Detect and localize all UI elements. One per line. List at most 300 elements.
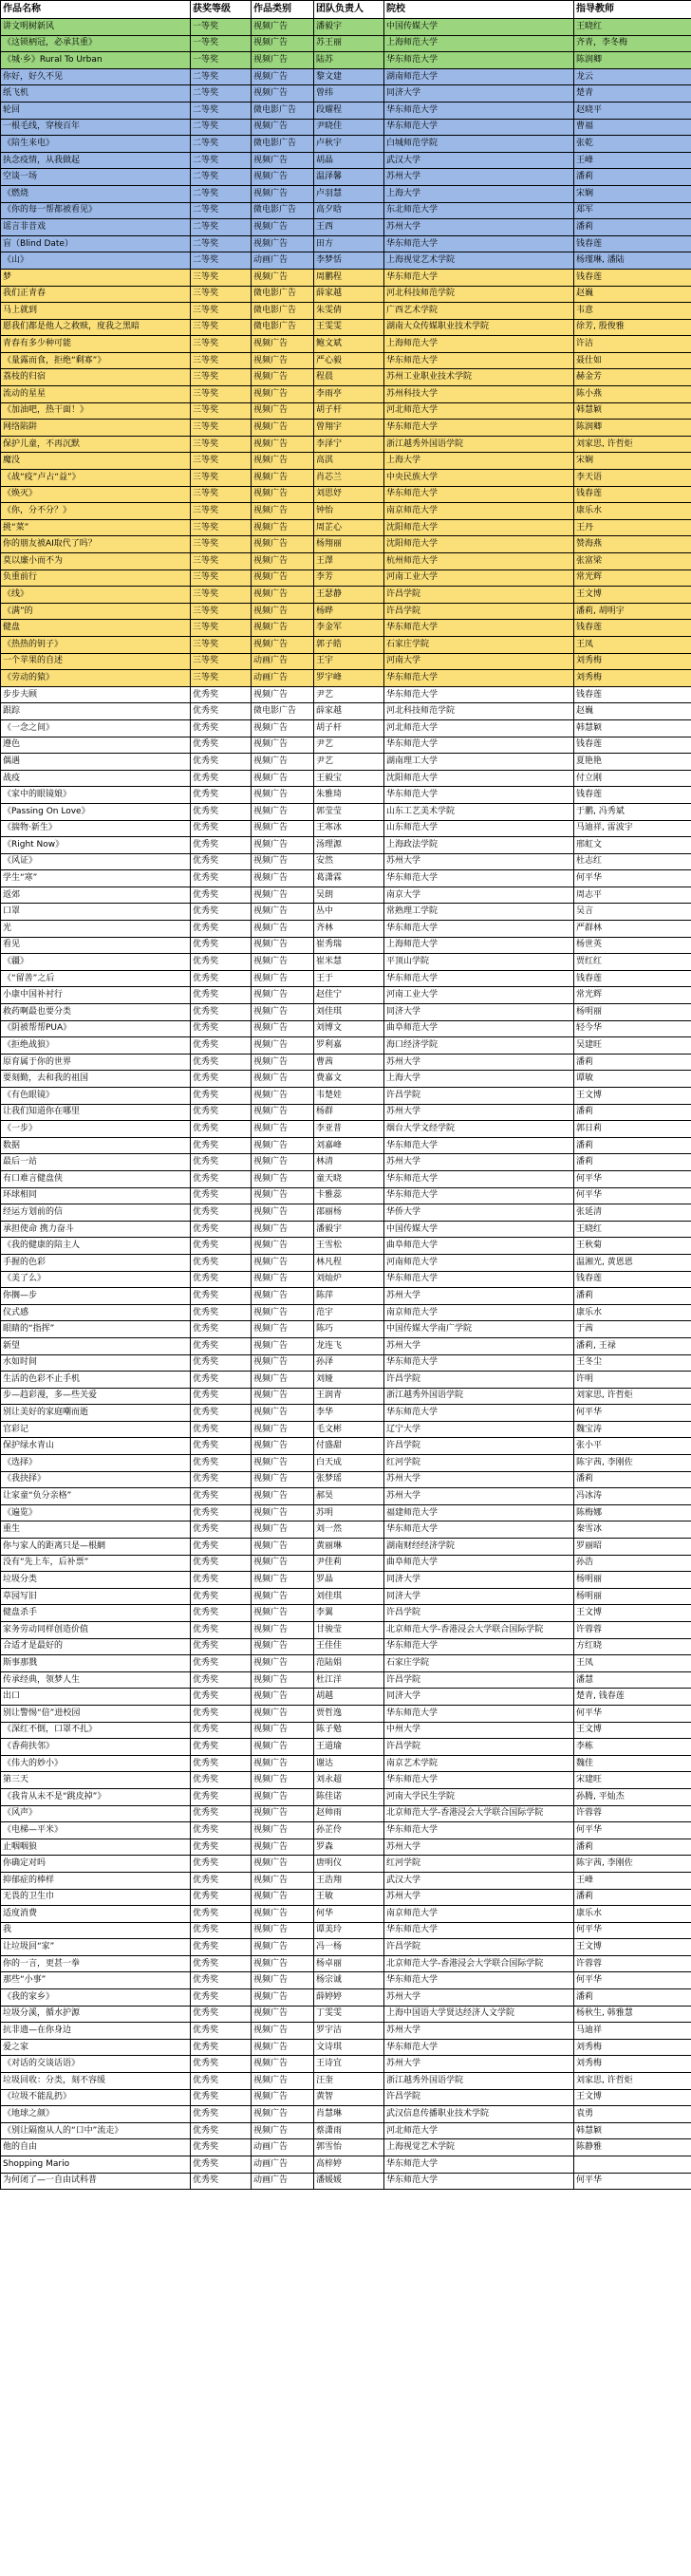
cell-work-name: 第三天 [1,1772,191,1789]
cell-school: 华东师范大学 [384,1822,574,1839]
cell-advisor: 王文博 [574,587,691,604]
cell-school: 苏州大学 [384,853,574,870]
cell-advisor: 王丹 [574,519,691,536]
cell-category: 动画广告 [252,653,314,670]
cell-advisor: 陈梅娜 [574,1504,691,1521]
cell-team-lead: 白天成 [314,1455,384,1472]
cell-advisor: 王凤 [574,636,691,653]
cell-team-lead: 李华 [314,1405,384,1422]
table-row [1,887,691,904]
cell-school: 许昌学院 [384,603,574,620]
cell-school: 浙江越秀外国语学院 [384,2073,574,2090]
cell-school: 华东师范大学 [384,486,574,503]
cell-category: 视频广告 [252,503,314,520]
cell-school: 上海师范大学 [384,937,574,954]
cell-award-level: 优秀奖 [191,1739,252,1756]
cell-advisor: 钱春莲 [574,686,691,703]
cell-team-lead: 王佳佳 [314,1638,384,1655]
table-row [1,470,691,487]
cell-category: 视频广告 [252,386,314,403]
cell-award-level: 优秀奖 [191,870,252,887]
cell-advisor: 孙腾, 平灿杰 [574,1788,691,1805]
cell-team-lead: 胡越 [314,1689,384,1706]
cell-school: 同济大学 [384,1004,574,1021]
cell-work-name: 青春有多少种可能 [1,336,191,353]
table-row [1,1388,691,1405]
cell-school: 苏州大学 [384,1471,574,1488]
cell-award-level: 三等奖 [191,453,252,470]
cell-work-name: 那些“小事” [1,1972,191,1989]
table-row [1,1020,691,1037]
cell-work-name: 我 [1,1922,191,1939]
cell-work-name: 我们正青春 [1,286,191,303]
cell-school: 苏州大学 [384,169,574,186]
cell-team-lead: 段耀程 [314,102,384,119]
cell-category: 视频广告 [252,536,314,553]
cell-team-lead: 胡子杆 [314,719,384,737]
cell-team-lead: 王诗宜 [314,2056,384,2073]
cell-category: 视频广告 [252,1071,314,1088]
cell-work-name: 《揣物·新生》 [1,820,191,837]
table-row [1,1271,691,1288]
cell-work-name: 《垃圾不能乱扔》 [1,2089,191,2106]
table-row [1,19,691,36]
cell-work-name: 《拒绝战狼》 [1,1037,191,1055]
table-row [1,1204,691,1222]
header-category: 作品类别 [252,1,314,19]
cell-work-name: 学生“寒” [1,870,191,887]
cell-work-name: 负重前行 [1,569,191,587]
cell-team-lead: 刘博文 [314,1020,384,1037]
cell-award-level: 三等奖 [191,569,252,587]
cell-category: 视频广告 [252,1388,314,1405]
cell-work-name: 偶遇 [1,754,191,771]
cell-school: 武汉信息传播职业技术学院 [384,2106,574,2123]
cell-team-lead: 薛婷婷 [314,1989,384,2007]
cell-work-name: 别让警惕“倍”进校园 [1,1705,191,1722]
cell-award-level: 优秀奖 [191,1822,252,1839]
cell-advisor: 潘莉, 王禄 [574,1337,691,1354]
cell-team-lead: 蔡潇雨 [314,2122,384,2139]
cell-award-level: 优秀奖 [191,1939,252,1956]
cell-category: 视频广告 [252,1872,314,1889]
cell-category: 视频广告 [252,119,314,136]
cell-category: 视频广告 [252,185,314,202]
cell-school: 河南大学 [384,653,574,670]
table-row [1,686,691,703]
cell-advisor: 冯冰涛 [574,1488,691,1505]
cell-award-level: 优秀奖 [191,921,252,938]
cell-team-lead: 贾哲逸 [314,1705,384,1722]
cell-team-lead: 丁雯雯 [314,2006,384,2023]
cell-team-lead: 陈佳诺 [314,1788,384,1805]
cell-work-name: 《你的每一帮都被看见》 [1,202,191,219]
cell-award-level: 优秀奖 [191,719,252,737]
cell-category: 视频广告 [252,1037,314,1055]
table-row [1,1054,691,1071]
header-row [1,1,691,19]
cell-advisor: 陈宇茜, 李刚佐 [574,1856,691,1873]
cell-team-lead: 李雨亭 [314,386,384,403]
cell-award-level: 优秀奖 [191,1154,252,1171]
cell-award-level: 优秀奖 [191,1104,252,1121]
cell-advisor: 罗丽昭 [574,1539,691,1556]
cell-school: 苏州大学 [384,1104,574,1121]
cell-work-name: 《城·乡》Rural To Urban [1,52,191,69]
cell-advisor: 袁勇 [574,2106,691,2123]
cell-advisor: 陈小燕 [574,386,691,403]
cell-advisor: 许明 [574,1372,691,1389]
cell-school: 中国传媒大学南广学院 [384,1321,574,1338]
cell-award-level: 三等奖 [191,620,252,637]
cell-school: 苏州大学 [384,1989,574,2007]
cell-award-level: 一等奖 [191,52,252,69]
cell-school: 华东师范大学 [384,787,574,804]
cell-team-lead: 程晨 [314,369,384,386]
cell-school: 中国传媒大学 [384,1221,574,1238]
table-row [1,904,691,921]
cell-advisor: 许蓉蓉 [574,1805,691,1822]
cell-advisor: 王凤 [574,1655,691,1672]
cell-award-level: 优秀奖 [191,954,252,971]
cell-team-lead: 汪奎 [314,2073,384,2090]
cell-category: 视频广告 [252,1170,314,1187]
cell-category: 视频广告 [252,1304,314,1321]
cell-award-level: 优秀奖 [191,1872,252,1889]
cell-category: 视频广告 [252,1638,314,1655]
cell-work-name: 让垃圾回“家” [1,1939,191,1956]
cell-advisor: 郭日莉 [574,1121,691,1138]
cell-advisor: 王晓红 [574,19,691,36]
cell-school: 华东师范大学 [384,970,574,987]
cell-award-level: 优秀奖 [191,2006,252,2023]
cell-work-name: 《香荷扶邻》 [1,1739,191,1756]
cell-team-lead: 潘毅宇 [314,19,384,36]
cell-work-name: 步步夫顾 [1,686,191,703]
cell-team-lead: 郭雪怡 [314,2139,384,2156]
cell-award-level: 三等奖 [191,486,252,503]
cell-award-level: 二等奖 [191,102,252,119]
cell-team-lead: 钟怡 [314,503,384,520]
cell-category: 视频广告 [252,2073,314,2090]
cell-award-level: 优秀奖 [191,987,252,1004]
cell-school: 中国传媒大学 [384,19,574,36]
cell-work-name: 眼睛的“指挥” [1,1321,191,1338]
table-row [1,1989,691,2007]
cell-advisor: 刘家思, 许哲炬 [574,1388,691,1405]
cell-category: 视频广告 [252,921,314,938]
cell-category: 视频广告 [252,1739,314,1756]
cell-category: 视频广告 [252,887,314,904]
cell-advisor: 楚青, 钱春莲 [574,1689,691,1706]
cell-school: 河北师范大学 [384,2122,574,2139]
cell-category: 动画广告 [252,2173,314,2190]
table-row [1,536,691,553]
cell-category: 视频广告 [252,486,314,503]
cell-advisor: 王文博 [574,1939,691,1956]
cell-advisor: 温湘光, 黄恩恩 [574,1254,691,1271]
table-row [1,1856,691,1873]
cell-work-name: 返郊 [1,887,191,904]
cell-work-name: 你的一言，更甚一拳 [1,1955,191,1972]
cell-advisor: 许蓉蓉 [574,1955,691,1972]
cell-category: 视频广告 [252,1972,314,1989]
cell-award-level: 优秀奖 [191,1170,252,1187]
cell-award-level: 三等奖 [191,653,252,670]
table-row [1,2006,691,2023]
cell-work-name: 口罩 [1,904,191,921]
cell-advisor: 张富梁 [574,553,691,570]
cell-work-name: 《燃烧 [1,185,191,202]
cell-category: 视频广告 [252,1755,314,1772]
cell-award-level: 优秀奖 [191,837,252,854]
cell-team-lead: 尹艺 [314,754,384,771]
table-row [1,1671,691,1689]
cell-award-level: 三等奖 [191,352,252,369]
cell-school: 华东师范大学 [384,1521,574,1539]
cell-advisor: 韩慧颖 [574,402,691,420]
cell-school: 河南师范大学 [384,1254,574,1271]
cell-award-level: 优秀奖 [191,1004,252,1021]
cell-school: 广西艺术学院 [384,303,574,320]
cell-work-name: 遵色 [1,737,191,754]
cell-work-name: 《电梯—平米》 [1,1822,191,1839]
cell-team-lead: 龙连飞 [314,1337,384,1354]
cell-award-level: 三等奖 [191,470,252,487]
cell-category: 视频广告 [252,1054,314,1071]
cell-school: 华东师范大学 [384,352,574,369]
table-row [1,453,691,470]
cell-advisor: 李天语 [574,470,691,487]
cell-award-level: 优秀奖 [191,1271,252,1288]
cell-category: 视频广告 [252,169,314,186]
cell-team-lead: 刘灿炉 [314,1271,384,1288]
cell-work-name: 一个苹果的自述 [1,653,191,670]
cell-category: 视频广告 [252,352,314,369]
cell-school: 华东师范大学 [384,119,574,136]
table-row [1,1622,691,1639]
table-row [1,1755,691,1772]
cell-work-name: 《深红不倒，口罩不扎》 [1,1722,191,1739]
cell-award-level: 优秀奖 [191,1588,252,1605]
cell-school: 华东师范大学 [384,1705,574,1722]
cell-school: 浙江越秀外国语学院 [384,436,574,453]
cell-team-lead: 王浩翔 [314,1872,384,1889]
cell-team-lead: 肖慧琳 [314,2106,384,2123]
cell-school: 曲阜师范大学 [384,1555,574,1572]
table-row [1,1521,691,1539]
cell-school: 华东师范大学 [384,921,574,938]
cell-team-lead: 周芷心 [314,519,384,536]
cell-work-name: 抗非遗—在你身边 [1,2023,191,2040]
cell-advisor: 张小平 [574,1438,691,1455]
cell-award-level: 优秀奖 [191,1972,252,1989]
cell-work-name: 《选择》 [1,1455,191,1472]
table-row [1,921,691,938]
cell-advisor: 赫金芳 [574,369,691,386]
cell-category: 视频广告 [252,1187,314,1204]
cell-school: 南京师范大学 [384,503,574,520]
cell-work-name: 《陪生来电》 [1,136,191,153]
table-row [1,1504,691,1521]
cell-category: 视频广告 [252,1154,314,1171]
cell-award-level: 三等奖 [191,636,252,653]
cell-school: 华东师范大学 [384,269,574,286]
cell-school: 苏州大学 [384,1839,574,1856]
cell-team-lead: 陈萍 [314,1288,384,1305]
cell-school: 华东师范大学 [384,1638,574,1655]
cell-work-name: 一根毛线，穿梭百年 [1,119,191,136]
cell-category: 视频广告 [252,937,314,954]
cell-award-level: 优秀奖 [191,1772,252,1789]
cell-team-lead: 薛家越 [314,703,384,720]
cell-category: 视频广告 [252,269,314,286]
cell-advisor: 潘莉 [574,1104,691,1121]
cell-team-lead: 谭美玲 [314,1922,384,1939]
cell-category: 视频广告 [252,870,314,887]
cell-team-lead: 林凡程 [314,1254,384,1271]
cell-work-name: 《家中的眼镜娘》 [1,787,191,804]
cell-school: 华东师范大学 [384,52,574,69]
cell-award-level: 三等奖 [191,536,252,553]
cell-team-lead: 黄丽琳 [314,1539,384,1556]
cell-work-name: 《风声》 [1,1805,191,1822]
cell-category: 视频广告 [252,85,314,103]
cell-school: 烟台大学文经学院 [384,1121,574,1138]
cell-team-lead: 邵丽杨 [314,1204,384,1222]
cell-work-name: 《你，分不分？》 [1,503,191,520]
cell-work-name: 适度消费 [1,1906,191,1923]
cell-category: 视频广告 [252,1722,314,1739]
cell-school: 华东师范大学 [384,670,574,687]
cell-award-level: 优秀奖 [191,820,252,837]
cell-work-name: 《一念之间》 [1,719,191,737]
cell-award-level: 二等奖 [191,119,252,136]
cell-advisor: 马迪祥, 雷波宇 [574,820,691,837]
cell-advisor: 何平华 [574,1170,691,1187]
table-row [1,1655,691,1672]
cell-advisor: 刘秀梅 [574,2056,691,2073]
cell-team-lead: 郭莹莹 [314,803,384,820]
cell-work-name: 《量露而食，拒绝“剩寡”》 [1,352,191,369]
cell-school: 河北师范大学 [384,719,574,737]
cell-team-lead: 杨卓丽 [314,1955,384,1972]
cell-advisor: 刘家思, 许哲炬 [574,436,691,453]
cell-award-level: 优秀奖 [191,887,252,904]
cell-category: 视频广告 [252,1839,314,1856]
cell-work-name: 《热热的钥子》 [1,636,191,653]
cell-team-lead: 潘媛媛 [314,2173,384,2190]
cell-advisor: 王文博 [574,1605,691,1622]
cell-award-level: 三等奖 [191,269,252,286]
table-body [1,19,691,2190]
cell-category: 视频广告 [252,837,314,854]
cell-award-level: 优秀奖 [191,1539,252,1556]
cell-school: 华东师范大学 [384,737,574,754]
cell-work-name: 健盘 [1,620,191,637]
table-row [1,803,691,820]
cell-award-level: 优秀奖 [191,1805,252,1822]
cell-award-level: 优秀奖 [191,1254,252,1271]
cell-advisor: 王峰 [574,152,691,169]
cell-work-name: 《焕灭》 [1,486,191,503]
cell-award-level: 三等奖 [191,386,252,403]
cell-award-level: 优秀奖 [191,1421,252,1438]
cell-work-name: 为何闭了—一自由试科普 [1,2173,191,2190]
table-row [1,369,691,386]
cell-work-name: 看见 [1,937,191,954]
cell-school: 许昌学院 [384,587,574,604]
cell-advisor: 轻今华 [574,1020,691,1037]
cell-advisor: 孙浩 [574,1555,691,1572]
cell-award-level: 二等奖 [191,235,252,252]
cell-work-name: 荔枝的归宿 [1,369,191,386]
cell-team-lead: 郭子皓 [314,636,384,653]
cell-award-level: 优秀奖 [191,2039,252,2056]
cell-award-level: 优秀奖 [191,787,252,804]
cell-work-name: 生活的色彩不止手机 [1,1372,191,1389]
cell-award-level: 一等奖 [191,35,252,52]
table-row [1,1922,691,1939]
cell-work-name: 让我们知道你在哪里 [1,1104,191,1121]
cell-team-lead: 郝昊 [314,1488,384,1505]
cell-award-level: 优秀奖 [191,1054,252,1071]
cell-award-level: 二等奖 [191,136,252,153]
cell-work-name: 《有色眼镜》 [1,1088,191,1105]
cell-category: 视频广告 [252,19,314,36]
cell-team-lead: 陈巧 [314,1321,384,1338]
cell-school: 华东师范大学 [384,2173,574,2190]
cell-advisor: 楚青 [574,85,691,103]
table-row [1,1705,691,1722]
cell-school: 同济大学 [384,85,574,103]
cell-work-name: 魔没 [1,453,191,470]
cell-team-lead: 杨翔丽 [314,536,384,553]
header-school: 院校 [384,1,574,19]
cell-work-name: 步—趋彩漫，多—些关爱 [1,1388,191,1405]
cell-advisor: 齐青，李冬梅 [574,35,691,52]
cell-work-name: 《伟大的妙小》 [1,1755,191,1772]
cell-work-name: 你的朋友被AI取代了吗？ [1,536,191,553]
cell-team-lead: 卢秋宇 [314,136,384,153]
table-row [1,837,691,854]
cell-advisor: 魏佳 [574,1755,691,1772]
cell-team-lead: 王敏 [314,1889,384,1906]
cell-category: 视频广告 [252,52,314,69]
header-team-lead: 团队负责人 [314,1,384,19]
cell-team-lead: 刘佳琪 [314,1588,384,1605]
table-row [1,1187,691,1204]
cell-school: 华东师范大学 [384,1137,574,1154]
cell-work-name: 跟踪 [1,703,191,720]
cell-award-level: 优秀奖 [191,1372,252,1389]
cell-award-level: 三等奖 [191,587,252,604]
cell-advisor: 杨明丽 [574,1572,691,1589]
cell-advisor: 何平华 [574,1922,691,1939]
cell-category: 视频广告 [252,970,314,987]
cell-school: 华东师范大学 [384,235,574,252]
cell-category: 微电影广告 [252,202,314,219]
cell-school: 华东师范大学 [384,1922,574,1939]
cell-team-lead: 葛潇霖 [314,870,384,887]
cell-category: 视频广告 [252,620,314,637]
table-row [1,670,691,687]
cell-team-lead: 林清 [314,1154,384,1171]
cell-work-name: 你与家人的距离只是—根網 [1,1539,191,1556]
cell-work-name: 止咽咽狼 [1,1839,191,1856]
table-row [1,770,691,787]
table-row [1,587,691,604]
